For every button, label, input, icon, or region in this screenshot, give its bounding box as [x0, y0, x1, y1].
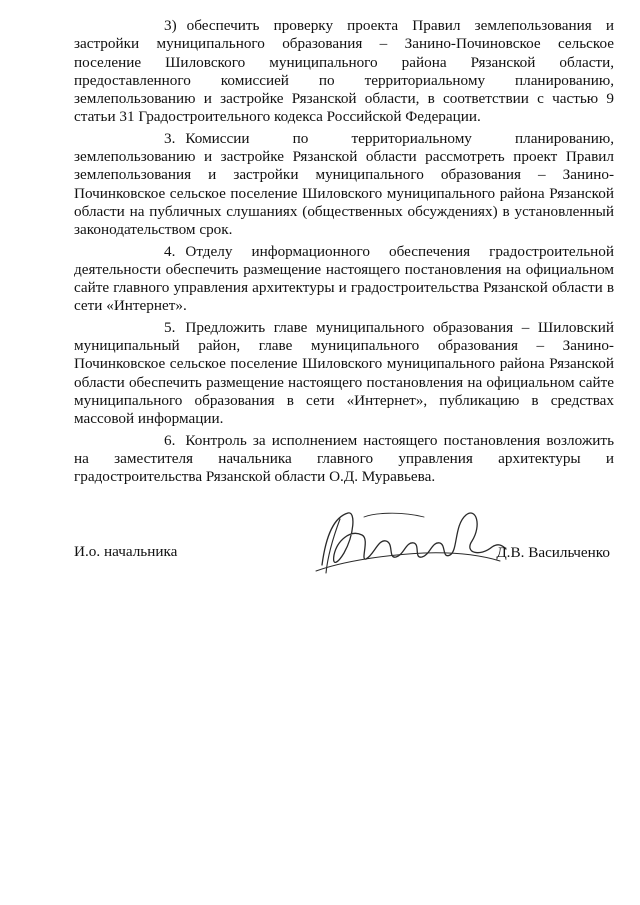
signatory-title: И.о. начальника — [74, 543, 178, 560]
paragraph-5 — [74, 319, 614, 429]
paragraph-text: обеспечить проверку проекта Правил землепользования и застройки муниципального образования – Занино-Починовское сельское поселение Шиловского муниципального района Рязанской области, предоставленного комиссией по территориальному планированию, землепользованию и застройке Рязанской области, в соответствии с частью 9 статьи 31 Градостроительного кодекса Российской Федерации. — [74, 17, 614, 126]
paragraph-text: Предложить главе муниципального образования – Шиловский муниципальный район, главе муниципального образования – Занино-Починковское сельское поселение Шиловского муниципального района Рязанской области обеспечить размещение настоящего постановления на официальном сайте муниципального образования в сети «Интернет», публикацию в средствах массовой информации. — [74, 318, 614, 428]
document-body — [74, 17, 614, 486]
paragraph-3-subitem-3 — [74, 17, 614, 127]
paragraph-number: 5. — [164, 318, 176, 336]
paragraph-4 — [74, 243, 614, 316]
paragraph-6 — [74, 432, 614, 487]
paragraph-text: Комиссии по территориальному планированию, землепользованию и застройке Рязанской области рассмотреть проект Правил землепользования и застройки муниципального образования – Занино-Починковское сельское поселение Шиловского муниципального района Рязанской области на публичных слушаниях (общественных обсуждениях) в установленный законодательством срок. — [74, 129, 614, 239]
paragraph-number: 6. — [164, 431, 176, 449]
signature-block — [74, 543, 614, 583]
paragraph-number: 4. — [164, 242, 176, 260]
paragraph-number: 3. — [164, 129, 176, 147]
paragraph-3 — [74, 130, 614, 240]
handwritten-signature — [304, 495, 514, 585]
paragraph-number: 3) — [164, 17, 177, 34]
paragraph-text: Отделу информационного обеспечения градостроительной деятельности обеспечить размещение настоящего постановления на официальном сайте главного управления архитектуры и градостроительства Рязанской области в сети «Интернет». — [74, 242, 614, 315]
signatory-name: Д.В. Васильченко — [496, 544, 610, 561]
paragraph-text: Контроль за исполнением настоящего постановления возложить на заместителя начальника главного управления архитектуры и градостроительства Рязанской области О.Д. Муравьева. — [74, 431, 614, 486]
